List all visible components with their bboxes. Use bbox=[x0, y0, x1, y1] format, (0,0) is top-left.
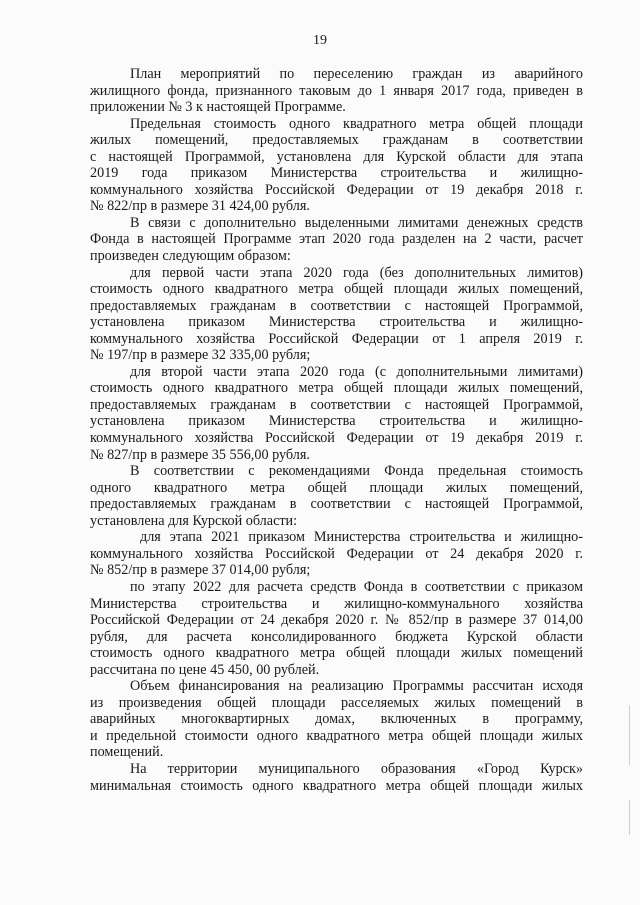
text-line: Российской Федерации от 24 декабря 2020 г. № 852/пр в размере 37 014,00 bbox=[90, 612, 583, 629]
text-line: Объем финансирования на реализацию Программы рассчитан исходя bbox=[130, 678, 583, 695]
page-number: 19 bbox=[313, 33, 327, 48]
text-line: предоставляемых гражданам в соответствии с настоящей Программой, bbox=[90, 297, 583, 314]
text-line: В соответствии с рекомендациями Фонда предельная стоимость bbox=[130, 463, 583, 480]
text-line: стоимость одного квадратного метра общей площади жилых помещений, bbox=[90, 281, 583, 298]
text-line: рубля, для расчета консолидированного бюджета Курской области bbox=[90, 628, 583, 645]
text-line: рассчитана по цене 45 450, 00 рублей. bbox=[90, 661, 320, 678]
text-line: В связи с дополнительно выделенными лимитами денежных средств bbox=[130, 214, 583, 231]
text-line: приложении № 3 к настоящей Программе. bbox=[90, 99, 346, 116]
text-line: и предельной стоимости одного квадратного метра общей площади жилых bbox=[90, 727, 583, 744]
text-line: жилых помещений, предоставляемых гражданам в соответствии bbox=[90, 132, 583, 149]
text-line: из произведения общей площади расселяемых жилых помещений в bbox=[90, 694, 583, 711]
text-line: предоставляемых гражданам в соответствии с настоящей Программой, bbox=[90, 396, 583, 413]
text-line: помещений. bbox=[90, 744, 164, 761]
body-text bbox=[90, 66, 583, 794]
text-line: для этапа 2021 приказом Министерства строительства и жилищно- bbox=[140, 529, 583, 546]
text-line: 2019 года приказом Министерства строительства и жилищно- bbox=[90, 165, 583, 182]
text-line: для первой части этапа 2020 года (без дополнительных лимитов) bbox=[130, 264, 583, 281]
text-line: для второй части этапа 2020 года (с дополнительными лимитами) bbox=[130, 363, 583, 380]
text-line: минимальная стоимость одного квадратного метра общей площади жилых bbox=[90, 777, 583, 794]
text-line: Фонда в настоящей Программе этап 2020 года разделен на 2 части, расчет bbox=[90, 231, 583, 248]
text-line: Предельная стоимость одного квадратного метра общей площади bbox=[130, 115, 583, 132]
text-line: установлена приказом Министерства строительства и жилищно- bbox=[90, 314, 583, 331]
text-line: с настоящей Программой, установлена для Курской области для этапа bbox=[90, 148, 583, 165]
text-line: № 827/пр в размере 35 556,00 рубля. bbox=[90, 446, 310, 463]
text-line: стоимость одного квадратного метра общей площади жилых помещений, bbox=[90, 380, 583, 397]
scan-edge-mark bbox=[629, 705, 630, 765]
text-line: План мероприятий по переселению граждан из аварийного bbox=[130, 66, 583, 82]
text-line: стоимость одного квадратного метра общей площади жилых помещений bbox=[90, 645, 583, 662]
text-line: № 852/пр в размере 37 014,00 рубля; bbox=[90, 562, 311, 579]
text-line: № 822/пр в размере 31 424,00 рубля. bbox=[90, 198, 310, 215]
text-line: коммунального хозяйства Российской Федерации от 24 декабря 2020 г. bbox=[90, 545, 583, 562]
text-line: установлена для Курской области: bbox=[90, 512, 298, 529]
text-line: коммунального хозяйства Российской Федерации от 1 апреля 2019 г. bbox=[90, 330, 583, 347]
text-line: предоставляемых гражданам в соответствии с настоящей Программой, bbox=[90, 496, 583, 513]
scan-edge-mark bbox=[629, 800, 630, 835]
text-line: На территории муниципального образования «Город Курск» bbox=[130, 760, 583, 777]
text-line: коммунального хозяйства Российской Федерации от 19 декабря 2019 г. bbox=[90, 430, 583, 447]
text-line: произведен следующим образом: bbox=[90, 248, 291, 265]
text-line: коммунального хозяйства Российской Федерации от 19 декабря 2018 г. bbox=[90, 181, 583, 198]
text-line: по этапу 2022 для расчета средств Фонда в соответствии с приказом bbox=[130, 578, 583, 595]
text-line: аварийных многоквартирных домах, включенных в программу, bbox=[90, 711, 583, 728]
text-line: № 197/пр в размере 32 335,00 рубля; bbox=[90, 347, 311, 364]
text-line: одного квадратного метра общей площади жилых помещений, bbox=[90, 479, 583, 496]
text-line: Министерства строительства и жилищно-коммунального хозяйства bbox=[90, 595, 583, 612]
text-line: установлена приказом Министерства строительства и жилищно- bbox=[90, 413, 583, 430]
text-line: жилищного фонда, признанного таковым до 1 января 2017 года, приведен в bbox=[90, 82, 583, 99]
